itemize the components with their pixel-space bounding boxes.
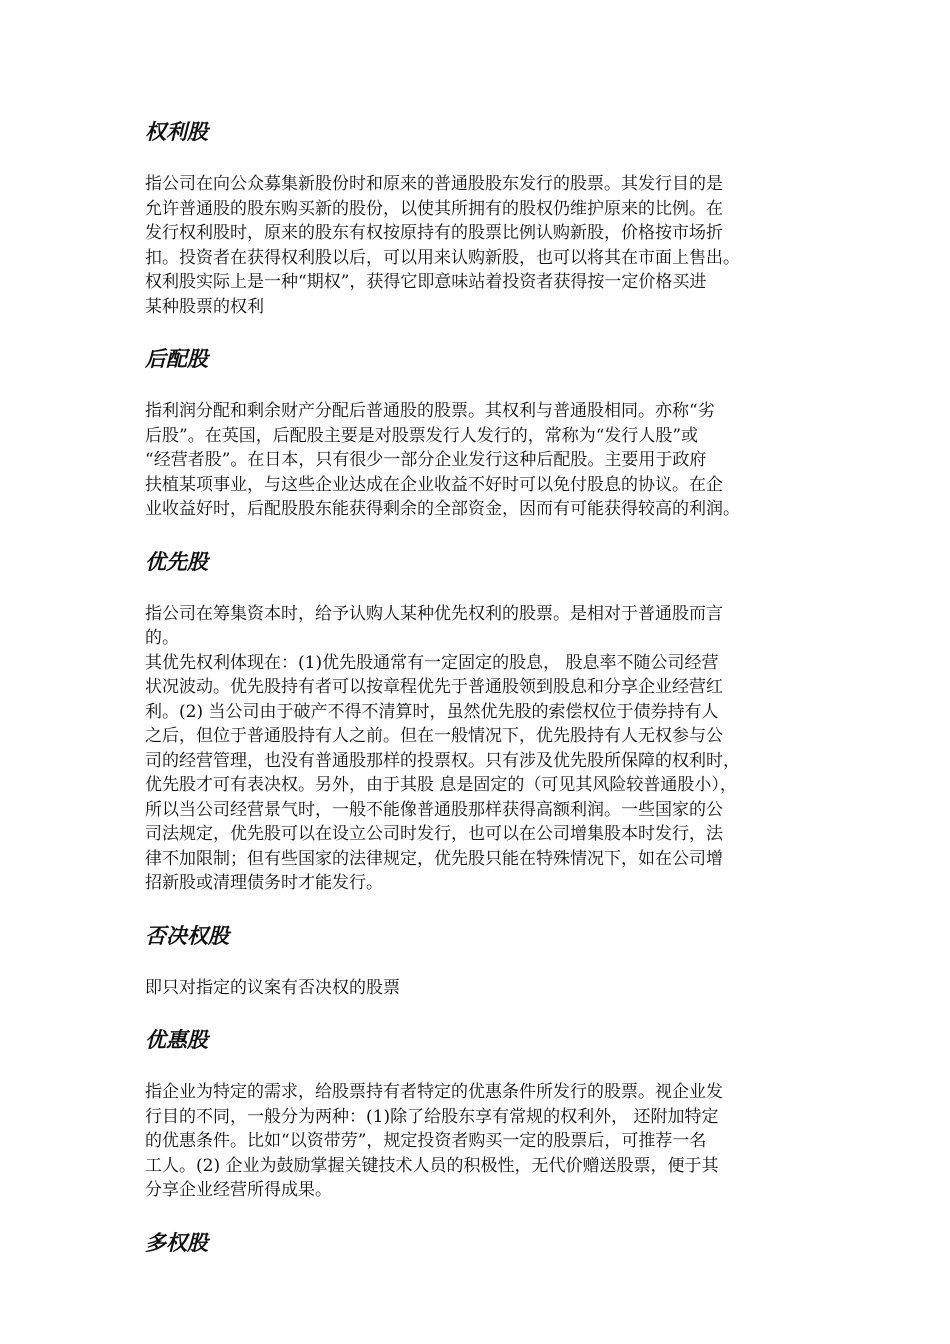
section-paragraph [145, 976, 810, 1001]
section-heading: 权利股 [145, 120, 208, 144]
paragraph-line: 所以当公司经营景气时，一般不能像普通股那样获得高额利润。一些国家的公 [145, 799, 723, 820]
paragraph-line: 其优先权利体现在：(1)优先股通常有一定固定的股息， 股息率不随公司经营 [145, 652, 719, 673]
paragraph-line: 指公司在筹集资本时，给予认购人某种优先权利的股票。是相对于普通股而言 [145, 603, 723, 624]
section-heading: 优先股 [145, 549, 208, 574]
paragraph-line: 即只对指定的议案有否决权的股票 [145, 977, 400, 998]
paragraph-line: 指企业为特定的需求，给股票持有者特定的优惠条件所发行的股票。视企业发 [145, 1082, 723, 1102]
paragraph-line: 行目的不同，一般分为两种：(1)除了给股东享有常规的权利外， 还附加特定 [145, 1106, 719, 1127]
paragraph-line: 指公司在向公众募集新股份时和原来的普通股股东发行的股票。其发行目的是 [145, 174, 723, 194]
paragraph-line: 业收益好时，后配股股东能获得剩余的全部资金，因而有可能获得较高的利润。 [145, 499, 740, 519]
paragraph-line: 的优惠条件。比如“以资带劳”，规定投资者购买一定的股票后，可推荐一名 [145, 1131, 707, 1151]
paragraph-line: 工人。(2) 企业为鼓励掌握关键技术人员的积极性，无代价赠送股票，便于其 [145, 1155, 719, 1176]
paragraph-line: 利。(2) 当公司由于破产不得不清算时，虽然优先股的索偿权位于债券持有人 [145, 701, 719, 722]
paragraph-line: 后股”。在英国，后配股主要是对股票发行人发行的，常称为“发行人股”或 [145, 425, 699, 446]
paragraph-line: 律不加限制；但有些国家的法律规定，优先股只能在特殊情况下，如在公司增 [145, 848, 723, 869]
paragraph-line: 状况波动。优先股持有者可以按章程优先于普通股领到股息和分享企业经营红 [145, 677, 723, 697]
paragraph-line: 优先股才可有表决权。另外，由于其股 息是固定的（可见其风险较普通股小）， [145, 775, 737, 795]
section-paragraph [145, 602, 810, 896]
section-heading: 否决权股 [145, 923, 229, 948]
paragraph-line: 的。 [145, 628, 179, 648]
section-paragraph [145, 399, 810, 522]
section-heading: 后配股 [145, 347, 208, 371]
paragraph-line: 招新股或清理债务时才能发行。 [145, 873, 383, 893]
section-paragraph [145, 1080, 810, 1203]
document-body [145, 118, 810, 1257]
section-heading: 优惠股 [145, 1028, 208, 1052]
paragraph-line: 司的经营管理，也没有普通股那样的投票权。只有涉及优先股所保障的权利时， [145, 750, 740, 771]
paragraph-line: 分享企业经营所得成果。 [145, 1180, 332, 1200]
section-heading: 多权股 [145, 1230, 208, 1255]
section-paragraph [145, 172, 810, 319]
paragraph-line: 权利股实际上是一种“期权”，获得它即意味站着投资者获得按一定价格买进 [145, 272, 707, 292]
paragraph-line: 某种股票的权利 [145, 296, 264, 317]
paragraph-line: 发行权利股时，原来的股东有权按原持有的股票比例认购新股，价格按市场折 [145, 223, 723, 243]
paragraph-line: 扣。投资者在获得权利股以后，可以用来认购新股，也可以将其在市面上售出。 [145, 247, 740, 268]
paragraph-line: 指利润分配和剩余财产分配后普通股的股票。其权利与普通股相同。亦称“劣 [145, 401, 715, 421]
paragraph-line: 允许普通股的股东购买新的股份，以使其所拥有的股权仍维护原来的比例。在 [145, 198, 723, 219]
paragraph-line: 之后，但位于普通股持有人之前。但在一般情况下，优先股持有人无权参与公 [145, 726, 723, 746]
paragraph-line: 司法规定，优先股可以在设立公司时发行，也可以在公司增集股本时发行，法 [145, 824, 723, 844]
paragraph-line: 扶植某项事业，与这些企业达成在企业收益不好时可以免付股息的协议。在企 [145, 474, 723, 495]
paragraph-line: “经营者股”。在日本，只有很少一部分企业发行这种后配股。主要用于政府 [145, 450, 707, 470]
